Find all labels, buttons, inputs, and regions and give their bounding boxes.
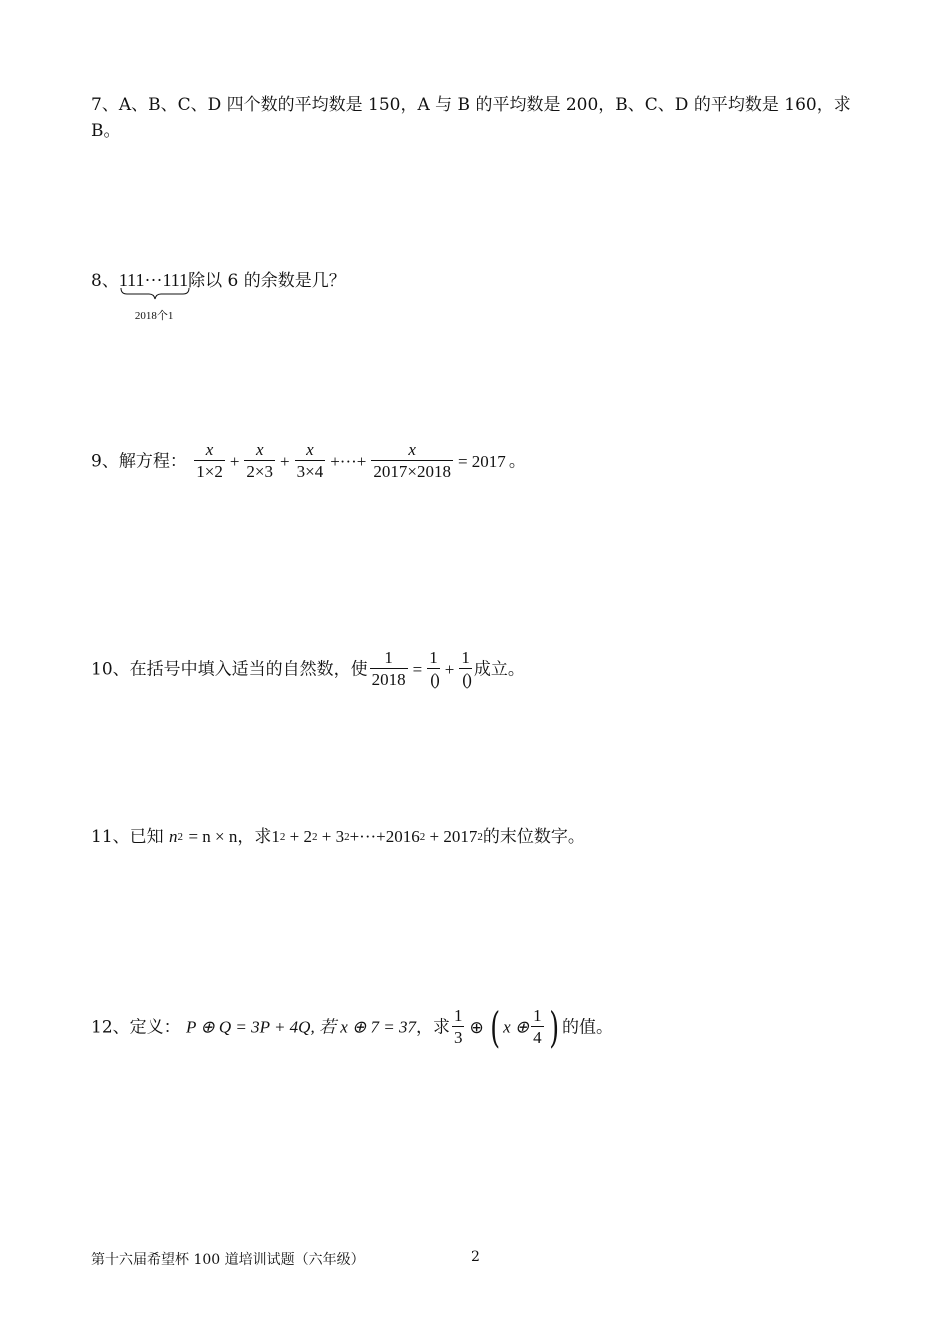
problem-10-end: 成立。 bbox=[473, 659, 525, 680]
problem-10-label: 10、在括号中填入适当的自然数，使 bbox=[91, 659, 368, 680]
condition: , 若 x ⊕ 7 = 37 bbox=[310, 1017, 416, 1037]
problem-12: 12、定义： P ⊕ Q = 3P + 4Q, 若 x ⊕ 7 = 37，求 $\frac{1}{3}$ ⊕ ( x ⊕ $\frac{1}{4}$ ) 的值。 bbox=[91, 1002, 614, 1052]
term-2017: 2017 bbox=[443, 827, 478, 846]
problem-12-ask: ，求 bbox=[415, 1017, 450, 1038]
operator-definition: P ⊕ Q = 3P + 4Q bbox=[186, 1017, 311, 1037]
fraction-one-third: $\frac{1}{3}$ bbox=[453, 1006, 463, 1047]
repeated-ones: 111···111 bbox=[118, 270, 189, 290]
blank-paren: ( ) bbox=[430, 670, 437, 689]
problem-7-line2: B。 bbox=[91, 121, 121, 141]
problem-9-end: 。 bbox=[508, 451, 526, 472]
fraction-3: $\frac{x}{3\times 4}$ bbox=[296, 440, 324, 481]
problem-11-mid: ，求 bbox=[237, 827, 272, 847]
problem-11-end: 的末位数字。 bbox=[482, 827, 585, 847]
ellipsis-sum: +···+ bbox=[330, 451, 367, 471]
ellipsis-sum: +···+ bbox=[349, 827, 386, 846]
problem-11-label: 11、已知 bbox=[91, 827, 164, 847]
problem-8-text: 除以 6 的余数是几？ bbox=[188, 271, 346, 291]
term-1: 1 bbox=[271, 827, 280, 846]
right-paren-icon: ) bbox=[548, 1002, 559, 1052]
blank-paren: ( ) bbox=[462, 670, 469, 689]
term-3: 3 bbox=[335, 827, 345, 846]
footer-title: 第十六届希望杯 100 道培训试题（六年级） bbox=[91, 1252, 365, 1268]
exponent: 2 bbox=[279, 831, 286, 843]
left-paren-icon: ( bbox=[489, 1002, 500, 1052]
fraction-2: $\frac{x}{2\times 3}$ bbox=[246, 440, 274, 481]
problem-12-end: 的值。 bbox=[562, 1017, 614, 1038]
problem-7 bbox=[91, 92, 851, 144]
equation-rhs: = 2017 bbox=[457, 451, 506, 471]
problem-9: 9、解方程： $\frac{x}{1\times 2}$ + $\frac{x}{2\times 3}$ + $\frac{x}{3\times 4}$ +···+ $\frac{x}{2017\times 2018}$ = 2017 。 bbox=[91, 440, 526, 481]
def-lhs: n bbox=[169, 827, 178, 846]
exponent: 2 bbox=[311, 831, 318, 843]
fraction-1: $\frac{x}{1\times 2}$ bbox=[196, 440, 223, 481]
underbrace-number bbox=[118, 267, 189, 322]
problem-8 bbox=[91, 267, 346, 322]
fraction-1-over-2018: $\frac{1}{2018}$ bbox=[371, 648, 406, 689]
fraction-last: $\frac{x}{2017\times 2018}$ bbox=[373, 440, 451, 481]
problem-10: 10、在括号中填入适当的自然数，使 $\frac{1}{2018}$ = $\frac{1}{( )}$ + $\frac{1}{( )}$ 成立。 bbox=[91, 648, 525, 689]
fraction-blank-2: $\frac{1}{( )}$ bbox=[461, 648, 470, 689]
problem-11: 11、已知 $n^2 = n \times n$，求$1^2 + 2^2 + 3^2+\cdot\cdot\cdot+2016^2 + 2017^2$的末位数字。 bbox=[91, 827, 585, 847]
brace-label: 2018个1 bbox=[134, 310, 174, 322]
exponent: 2 bbox=[177, 831, 184, 843]
def-rhs: = n × n bbox=[188, 827, 238, 846]
underbrace-icon bbox=[119, 287, 191, 301]
exponent: 2 bbox=[419, 831, 426, 843]
term-2: 2 bbox=[303, 827, 312, 846]
problem-7-line1: 7、A、B、C、D 四个数的平均数是 150，A 与 B 的平均数是 200，B、C、D 的平均数是 160，求 bbox=[91, 95, 851, 115]
exponent: 2 bbox=[477, 831, 483, 843]
fraction-blank-1: $\frac{1}{( )}$ bbox=[429, 648, 438, 689]
fraction-one-quarter: $\frac{1}{4}$ bbox=[533, 1006, 542, 1047]
problem-8-number: 8、 bbox=[91, 271, 119, 291]
term-2016: 2016 bbox=[385, 827, 420, 846]
page-number: 2 bbox=[471, 1249, 480, 1265]
problem-9-label: 9、解方程： bbox=[91, 451, 187, 472]
exponent: 2 bbox=[344, 831, 350, 843]
problem-12-label: 12、定义： bbox=[91, 1017, 181, 1038]
inner-expression: x ⊕ bbox=[503, 1017, 530, 1037]
